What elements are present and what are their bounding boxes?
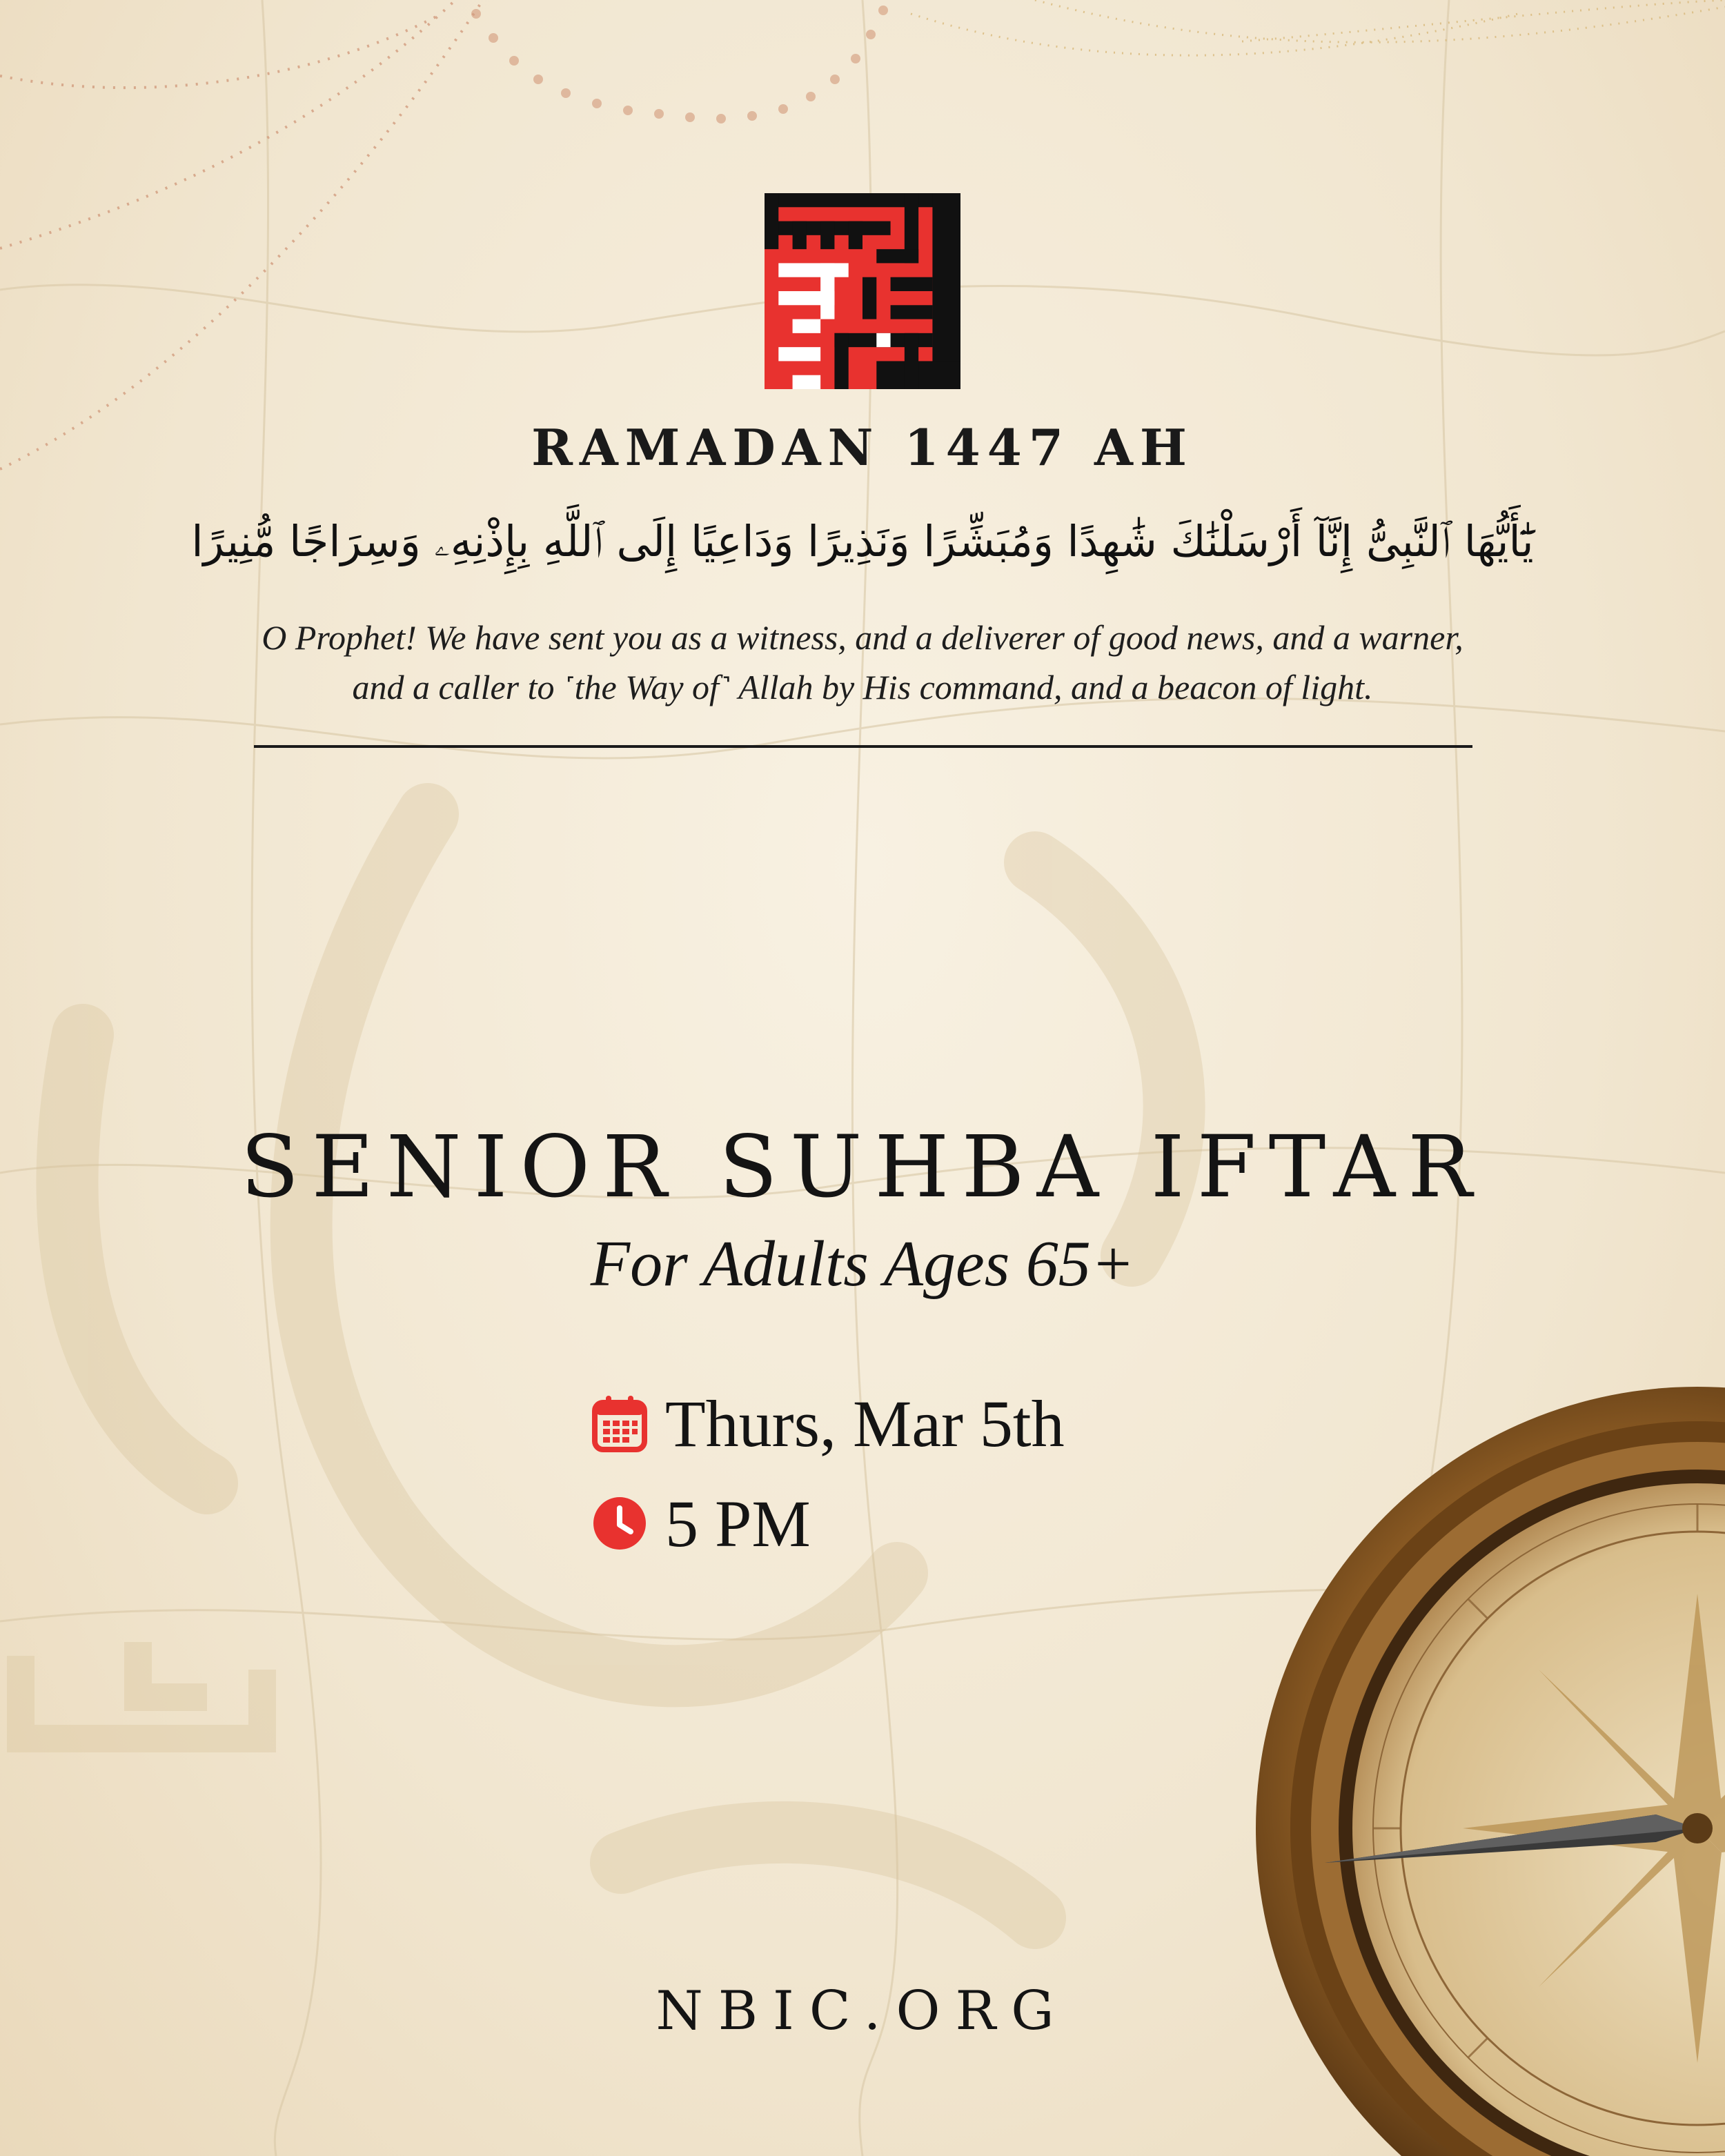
website-link[interactable]: NBIC.ORG	[656, 1980, 1070, 2042]
event-date: Thurs, Mar 5th	[665, 1386, 1065, 1461]
event-date-row	[592, 1382, 1065, 1465]
verse-translation-line-1: O Prophet! We have sent you as a witness, and a deliverer of good news, and a warner,	[262, 618, 1463, 657]
event-title: SENIOR SUHBA IFTAR	[240, 1118, 1485, 1217]
clock-icon	[592, 1496, 647, 1551]
season-heading: RAMADAN 1447 AH	[531, 418, 1194, 477]
calendar-icon	[592, 1394, 647, 1452]
nbic-logo	[765, 193, 960, 389]
event-time-row	[592, 1482, 811, 1565]
verse-translation-line-2: and a caller to ˹the Way of˺ Allah by His command, and a beacon of light.	[352, 668, 1373, 706]
verse-arabic: يَٰٓأَيُّهَا ٱلنَّبِىُّ إِنَّآ أَرْسَلْنَٰكَ شَٰهِدًا وَمُبَشِّرًا وَنَذِيرًا وَدَاعِيًا إِلَى ٱللَّهِ بِإِذْنِهِۦ وَسِرَاجًا مُّنِيرًا	[191, 516, 1534, 566]
divider	[254, 745, 1472, 748]
event-time: 5 PM	[665, 1486, 811, 1561]
verse-translation	[0, 613, 1725, 712]
event-subtitle: For Adults Ages 65+	[590, 1228, 1135, 1300]
